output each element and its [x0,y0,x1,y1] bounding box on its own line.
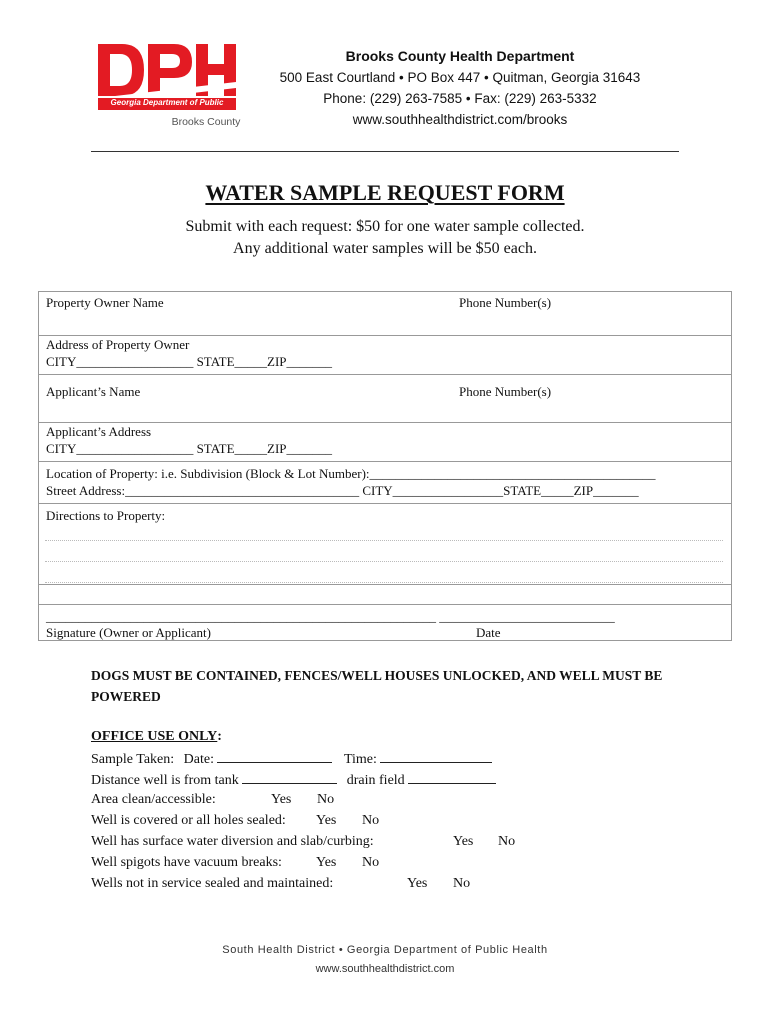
row-divider [39,374,731,375]
directions-line[interactable] [45,561,723,562]
drain-field-blank[interactable] [408,771,496,784]
footer-org: South Health District • Georgia Department of Public Health [222,944,548,956]
diversion-label: Well has surface water diversion and slab/curbing: [91,834,374,849]
covered-label: Well is covered or all holes sealed: [91,813,286,828]
owner-city-state-zip[interactable]: CITY__________________ STATE_____ZIP_______ [46,354,333,369]
property-location-field[interactable]: Location of Property: i.e. Subdivision (Block & Lot Number):____________________________________________ [46,466,656,481]
distance-blank[interactable] [242,771,337,784]
applicant-city-state-zip[interactable]: CITY__________________ STATE_____ZIP_______ [46,441,333,456]
spigots-yes[interactable]: Yes [316,855,337,870]
org-website: www.southhealthdistrict.com/brooks [352,112,568,127]
covered-yes[interactable]: Yes [316,813,337,828]
sample-date-label: Date: [183,752,214,767]
sample-time-blank[interactable] [380,750,492,763]
office-use-colon: : [217,729,222,744]
distance-row [91,771,496,789]
covered-no[interactable]: No [362,813,380,828]
org-name: Brooks County Health Department [345,48,575,64]
signature-label: Signature (Owner or Applicant) [46,625,211,640]
fee-note-1: Submit with each request: $50 for one water sample collected. [185,218,585,235]
owner-address-field[interactable]: Address of Property Owner [46,337,190,352]
row-divider [39,604,731,605]
not-in-service-yes[interactable]: Yes [407,876,428,891]
row-divider [39,461,731,462]
sample-taken-row [91,750,492,768]
logo-tagline: Georgia Department of Public Health [110,98,224,119]
dph-logo [92,38,242,133]
sample-time-label: Time: [343,752,377,767]
row-divider [39,335,731,336]
row-divider [39,503,731,504]
letterhead [260,46,660,130]
street-address-field[interactable]: Street Address:____________________________________ CITY_________________STATE_____ZIP_______ [46,483,639,498]
row-divider [39,422,731,423]
directions-line[interactable] [45,540,723,541]
not-in-service-label: Wells not in service sealed and maintained: [91,876,334,891]
header-divider [91,151,679,152]
date-label: Date [476,625,501,640]
fee-note-2: Any additional water samples will be $50 each. [233,240,537,257]
applicant-address-field[interactable]: Applicant’s Address [46,424,152,439]
area-clean-no[interactable]: No [317,792,335,807]
signature-line[interactable]: ____________________________________________________________ ___________________________ [46,609,615,624]
area-clean-label: Area clean/accessible: [91,792,216,807]
spigots-label: Well spigots have vacuum breaks: [91,855,282,870]
sample-taken-label: Sample Taken: [91,752,175,767]
request-form [38,291,732,641]
distance-label: Distance well is from tank [91,773,239,788]
org-address: 500 East Courtland • PO Box 447 • Quitman, Georgia 31643 [279,70,641,85]
directions-label: Directions to Property: [46,508,166,523]
org-phone: Phone: (229) 263-7585 • Fax: (229) 263-5332 [323,91,597,106]
applicant-name-field[interactable]: Applicant’s Name [46,384,141,399]
page-title: WATER SAMPLE REQUEST FORM [205,180,565,205]
requirements-notice: DOGS MUST BE CONTAINED, FENCES/WELL HOUSES UNLOCKED, AND WELL MUST BE POWERED [91,668,663,704]
drain-field-label: drain field [346,773,405,788]
area-clean-row [91,792,216,808]
diversion-yes[interactable]: Yes [453,834,474,849]
area-clean-yes[interactable]: Yes [271,792,292,807]
logo-caption: Brooks County [171,116,241,128]
diversion-no[interactable]: No [498,834,516,849]
row-divider [39,584,731,585]
footer-website[interactable]: www.southhealthdistrict.com [315,963,455,975]
office-use-heading [91,729,222,745]
directions-line[interactable] [45,582,723,583]
owner-name-field[interactable]: Property Owner Name [46,295,164,310]
spigots-no[interactable]: No [362,855,380,870]
not-in-service-no[interactable]: No [453,876,471,891]
applicant-phone-field[interactable]: Phone Number(s) [459,384,552,399]
sample-date-blank[interactable] [217,750,332,763]
owner-phone-field[interactable]: Phone Number(s) [459,295,552,310]
office-use-heading-text: OFFICE USE ONLY [91,729,218,744]
